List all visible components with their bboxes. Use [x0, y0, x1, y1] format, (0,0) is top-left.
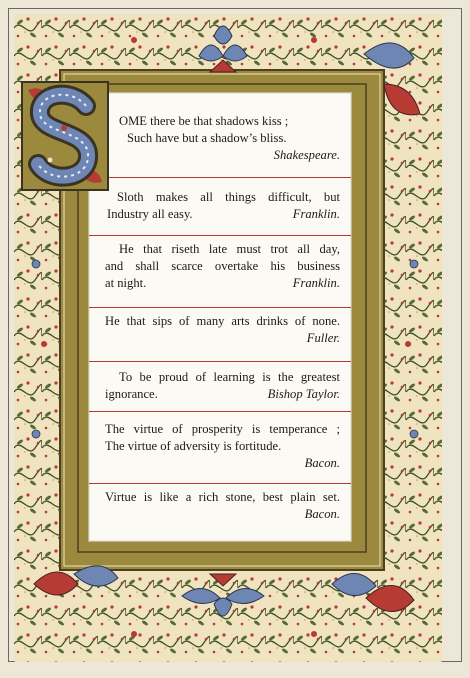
- quote-line: ignorance.: [105, 386, 158, 401]
- quote-author: Bacon.: [304, 455, 340, 470]
- quote-line-with-author: [89, 206, 351, 223]
- red-divider: [89, 307, 351, 308]
- quote-line: The virtue of prosperity is temperance ;: [105, 422, 340, 436]
- quotations-panel: [88, 92, 352, 542]
- red-divider: [89, 411, 351, 412]
- quote-author: Bacon.: [304, 506, 340, 521]
- red-divider: [89, 235, 351, 236]
- quote-author: Franklin.: [292, 206, 340, 221]
- quote-line-with-author: [89, 275, 351, 292]
- quote-author: Fuller.: [306, 330, 340, 345]
- red-divider: [89, 483, 351, 484]
- quote-line-with-author: [89, 386, 351, 403]
- quote-line: Virtue is like a rich stone, best plain set.: [105, 490, 340, 504]
- quote-shakespeare: [89, 113, 351, 163]
- red-divider: [89, 177, 351, 178]
- red-divider: [89, 361, 351, 362]
- quote-franklin-riseth: [89, 241, 351, 291]
- illuminated-letter-s-icon: [20, 80, 110, 192]
- quote-franklin-sloth: [89, 189, 351, 223]
- quote-author: Shakespeare.: [273, 147, 340, 162]
- quote-line: and shall scarce overtake his business: [105, 258, 340, 273]
- quote-author: Bishop Taylor.: [267, 386, 340, 401]
- quote-line: Such have but a shadow’s bliss.: [127, 130, 287, 145]
- quote-line: He that riseth late must trot all day,: [119, 242, 340, 256]
- quote-line: To be proud of learning is the greatest: [119, 370, 340, 384]
- quote-line: at night.: [105, 275, 147, 290]
- quote-bishop-taylor: [89, 369, 351, 403]
- quote-line: Sloth makes all things difficult, but: [117, 190, 340, 204]
- quote-line: Industry all easy.: [107, 206, 193, 221]
- quote-line: He that sips of many arts drinks of none.: [105, 314, 340, 328]
- quote-fuller: [89, 313, 351, 347]
- quote-line: OME there be that shadows kiss ;: [119, 114, 289, 128]
- quote-author: Franklin.: [292, 275, 340, 290]
- quote-bacon-virtue-prosperity: [89, 421, 351, 471]
- quote-line: The virtue of adversity is fortitude.: [105, 438, 282, 453]
- quote-bacon-rich-stone: [89, 489, 351, 523]
